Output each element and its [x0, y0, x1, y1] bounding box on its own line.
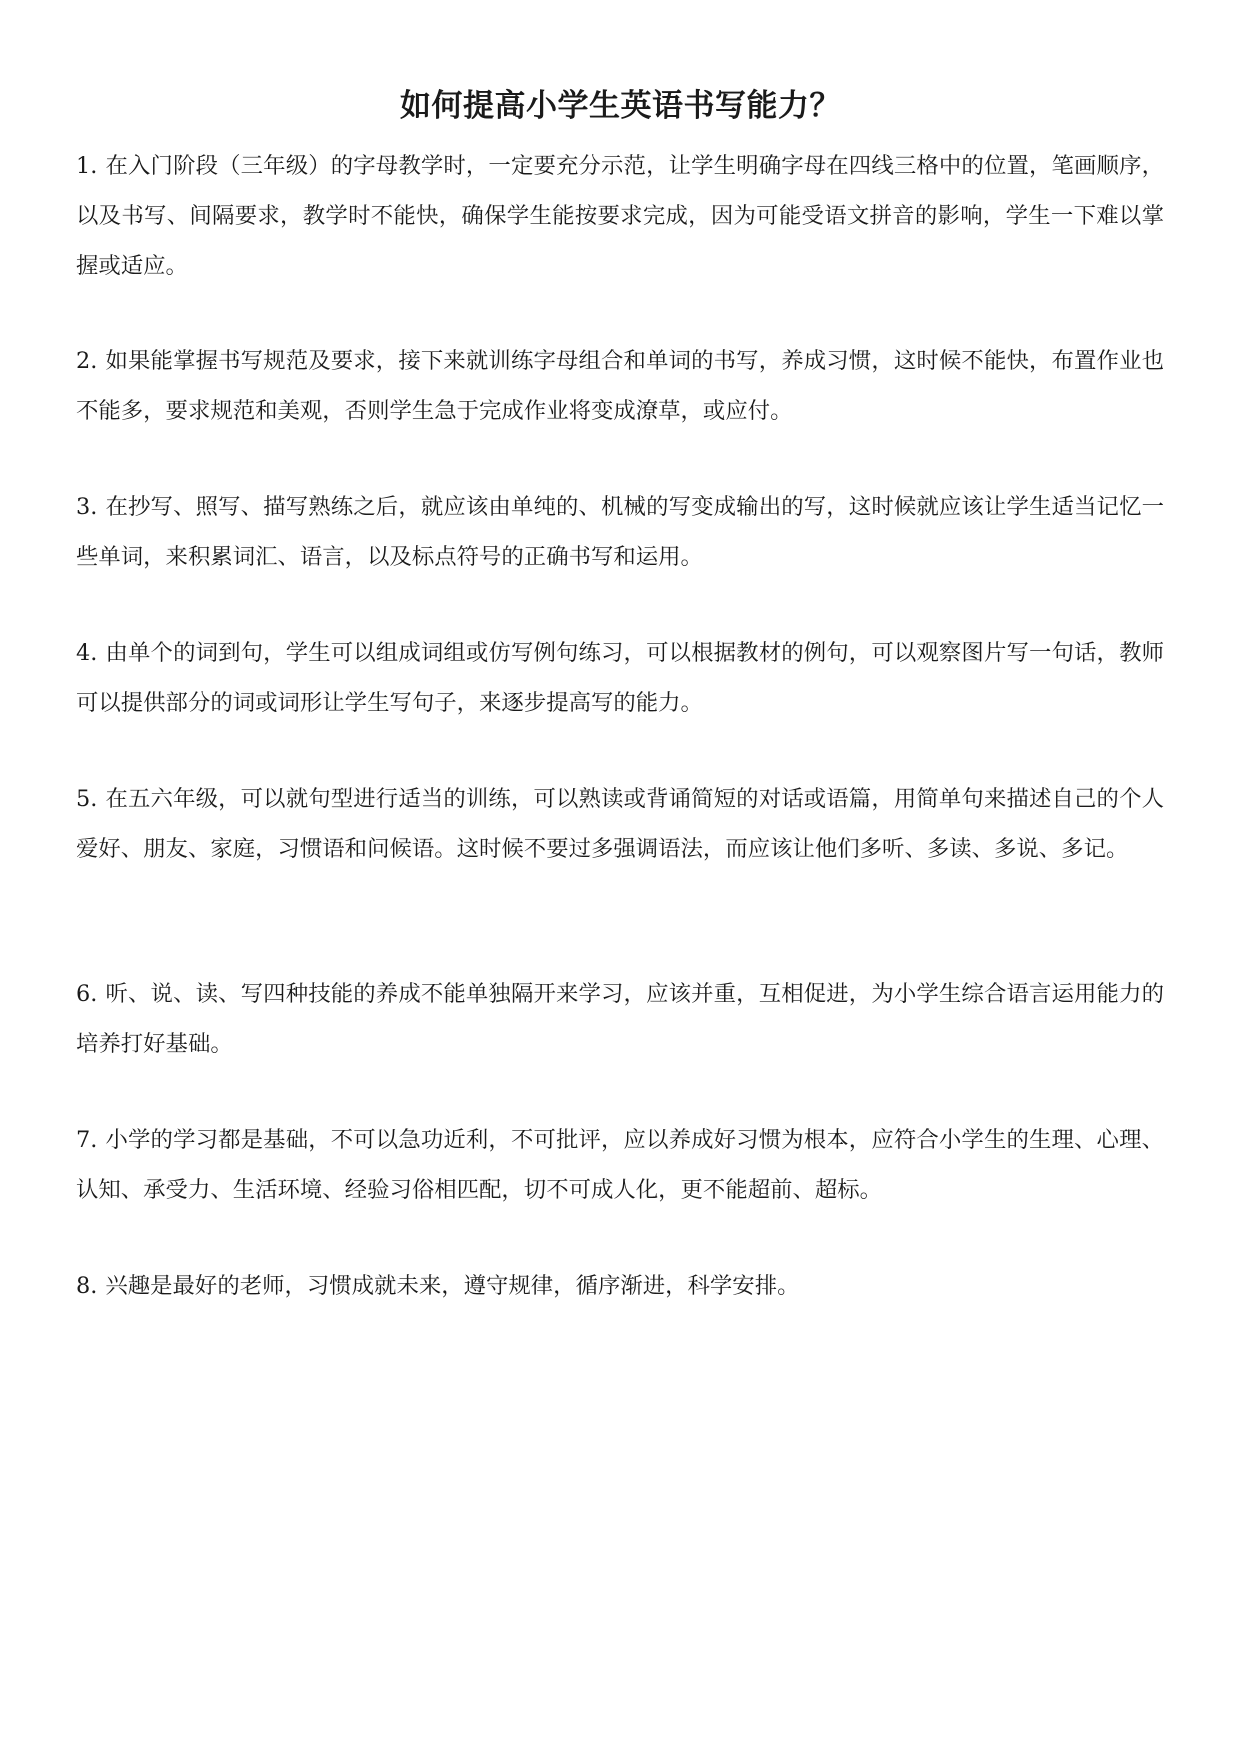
paragraph-number: 5. — [76, 786, 98, 812]
paragraph-text: 如果能掌握书写规范及要求，接下来就训练字母组合和单词的书写，养成习惯，这时候不能快，布置作业也不能多，要求规范和美观，否则学生急于完成作业将变成潦草，或应付。 — [76, 348, 1164, 424]
paragraph-7 — [76, 1115, 1164, 1215]
paragraph-3 — [76, 482, 1164, 582]
paragraph-5 — [76, 774, 1164, 874]
paragraph-number: 7. — [76, 1127, 98, 1153]
paragraph-number: 8. — [76, 1273, 98, 1299]
paragraph-text: 听、说、读、写四种技能的养成不能单独隔开来学习，应该并重，互相促进，为小学生综合语言运用能力的培养打好基础。 — [76, 981, 1164, 1057]
paragraph-number: 6. — [76, 981, 98, 1007]
paragraph-6 — [76, 969, 1164, 1069]
paragraph-text: 由单个的词到句，学生可以组成词组或仿写例句练习，可以根据教材的例句，可以观察图片写一句话，教师可以提供部分的词或词形让学生写句子，来逐步提高写的能力。 — [76, 640, 1164, 716]
paragraph-1 — [76, 141, 1164, 291]
paragraph-text: 在入门阶段（三年级）的字母教学时，一定要充分示范，让学生明确字母在四线三格中的位置，笔画顺序，以及书写、间隔要求，教学时不能快，确保学生能按要求完成，因为可能受语文拼音的影响，学生一下难以掌握或适应。 — [76, 153, 1164, 279]
paragraph-text: 兴趣是最好的老师，习惯成就未来，遵守规律，循序渐进，科学安排。 — [105, 1273, 800, 1299]
paragraph-text: 在抄写、照写、描写熟练之后，就应该由单纯的、机械的写变成输出的写，这时候就应该让学生适当记忆一些单词，来积累词汇、语言，以及标点符号的正确书写和运用。 — [76, 494, 1164, 570]
paragraph-text: 小学的学习都是基础，不可以急功近利，不可批评，应以养成好习惯为根本，应符合小学生的生理、心理、认知、承受力、生活环境、经验习俗相匹配，切不可成人化，更不能超前、超标。 — [76, 1127, 1164, 1203]
document-title: 如何提高小学生英语书写能力？ — [400, 88, 841, 124]
paragraph-number: 4. — [76, 640, 98, 666]
paragraph-2 — [76, 336, 1164, 436]
paragraph-number: 2. — [76, 348, 98, 374]
paragraph-8 — [76, 1261, 1164, 1311]
paragraph-4 — [76, 628, 1164, 728]
paragraph-number: 3. — [76, 494, 98, 520]
paragraph-text: 在五六年级，可以就句型进行适当的训练，可以熟读或背诵简短的对话或语篇，用简单句来描述自己的个人爱好、朋友、家庭，习惯语和问候语。这时候不要过多强调语法，而应该让他们多听、多读、多说、多记。 — [76, 786, 1164, 862]
paragraph-number: 1. — [76, 153, 98, 179]
